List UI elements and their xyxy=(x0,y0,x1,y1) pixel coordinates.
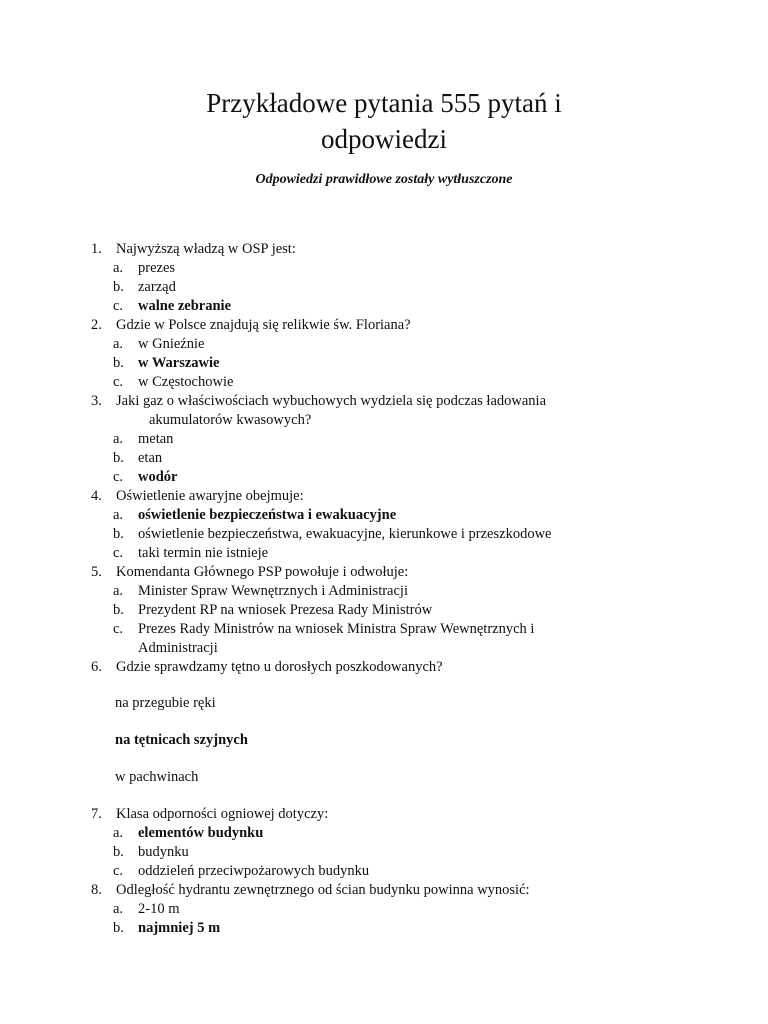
option-text: oddzieleń przeciwpożarowych budynku xyxy=(138,863,370,879)
question-3 xyxy=(0,392,768,430)
option-row-correct xyxy=(0,297,768,316)
option-letter: c. xyxy=(113,545,124,561)
title-line-1: Przykładowe pytania 555 pytań i xyxy=(206,88,562,118)
option-row xyxy=(0,449,768,468)
question-number: 3. xyxy=(91,393,102,409)
option-letter: a. xyxy=(113,336,124,352)
option-row xyxy=(0,620,768,658)
answer-paragraph: w pachwinach xyxy=(115,769,199,785)
option-letter: a. xyxy=(113,260,124,276)
option-text: w Częstochowie xyxy=(138,374,234,390)
question-4 xyxy=(0,487,768,506)
option-row xyxy=(0,544,768,563)
question-5 xyxy=(0,563,768,582)
option-text-correct: oświetlenie bezpieczeństwa i ewakuacyjne xyxy=(138,507,397,523)
question-text-continuation: akumulatorów kwasowych? xyxy=(149,412,312,428)
option-letter: c. xyxy=(113,863,124,879)
question-7 xyxy=(0,805,768,824)
option-text-correct: najmniej 5 m xyxy=(138,920,221,936)
option-letter: a. xyxy=(113,901,124,917)
option-row xyxy=(0,335,768,354)
question-text: Oświetlenie awaryjne obejmuje: xyxy=(116,488,304,504)
title-line-2: odpowiedzi xyxy=(321,124,447,154)
option-text: prezes xyxy=(138,260,176,276)
option-letter: c. xyxy=(113,374,124,390)
question-number: 4. xyxy=(91,488,102,504)
option-letter: a. xyxy=(113,507,124,523)
option-row xyxy=(0,582,768,601)
option-row xyxy=(0,430,768,449)
option-row-correct xyxy=(0,824,768,843)
question-text xyxy=(116,392,646,430)
option-letter: b. xyxy=(113,450,124,466)
question-text: Klasa odporności ogniowej dotyczy: xyxy=(116,806,329,822)
option-letter: b. xyxy=(113,844,124,860)
option-row xyxy=(0,601,768,620)
option-row-correct xyxy=(0,354,768,373)
question-number: 8. xyxy=(91,882,102,898)
option-row-correct xyxy=(0,468,768,487)
option-letter: c. xyxy=(113,469,124,485)
option-text: budynku xyxy=(138,844,189,860)
option-text-line: Prezes Rady Ministrów na wniosek Ministra Spraw Wewnętrznych i xyxy=(138,621,535,637)
option-row-correct xyxy=(0,506,768,525)
option-letter: a. xyxy=(113,431,124,447)
question-1 xyxy=(0,240,768,259)
answer-paragraph-correct: na tętnicach szyjnych xyxy=(115,732,248,748)
option-text: 2-10 m xyxy=(138,901,180,917)
option-letter: a. xyxy=(113,825,124,841)
option-text: zarząd xyxy=(138,279,176,295)
option-text: oświetlenie bezpieczeństwa, ewakuacyjne, kierunkowe i przeszkodowe xyxy=(138,526,552,542)
option-letter: c. xyxy=(113,298,124,314)
question-text: Gdzie w Polsce znajdują się relikwie św. Floriana? xyxy=(116,317,411,333)
question-text: Gdzie sprawdzamy tętno u dorosłych poszkodowanych? xyxy=(116,659,443,675)
option-text: Prezydent RP na wniosek Prezesa Rady Ministrów xyxy=(138,602,433,618)
option-letter: b. xyxy=(113,602,124,618)
question-text: Najwyższą władzą w OSP jest: xyxy=(116,241,296,257)
option-letter: b. xyxy=(113,526,124,542)
option-text-continuation: Administracji xyxy=(138,640,218,656)
option-row xyxy=(0,259,768,278)
question-number: 6. xyxy=(91,659,102,675)
option-letter: b. xyxy=(113,920,124,936)
option-row-correct xyxy=(0,919,768,938)
question-number: 2. xyxy=(91,317,102,333)
option-text: w Gnieźnie xyxy=(138,336,205,352)
option-row xyxy=(0,373,768,392)
option-text-correct: elementów budynku xyxy=(138,825,264,841)
option-row xyxy=(0,278,768,297)
option-row xyxy=(0,862,768,881)
question-number: 7. xyxy=(91,806,102,822)
option-text xyxy=(138,620,638,658)
question-text-line: Jaki gaz o właściwościach wybuchowych wydziela się podczas ładowania xyxy=(116,393,547,409)
option-text: etan xyxy=(138,450,163,466)
option-letter: c. xyxy=(113,621,124,637)
question-2 xyxy=(0,316,768,335)
option-text: Minister Spraw Wewnętrznych i Administracji xyxy=(138,583,408,599)
document-subtitle: Odpowiedzi prawidłowe zostały wytłuszczone xyxy=(255,172,513,187)
option-letter: a. xyxy=(113,583,124,599)
question-text: Komendanta Głównego PSP powołuje i odwołuje: xyxy=(116,564,409,580)
question-number: 1. xyxy=(91,241,102,257)
option-letter: b. xyxy=(113,279,124,295)
option-text-correct: wodór xyxy=(138,469,178,485)
option-letter: b. xyxy=(113,355,124,371)
option-text: taki termin nie istnieje xyxy=(138,545,269,561)
question-number: 5. xyxy=(91,564,102,580)
option-text-correct: walne zebranie xyxy=(138,298,232,314)
option-row xyxy=(0,900,768,919)
option-text-correct: w Warszawie xyxy=(138,355,220,371)
question-text: Odległość hydrantu zewnętrznego od ścian budynku powinna wynosić: xyxy=(116,882,530,898)
question-6 xyxy=(0,658,768,677)
option-row xyxy=(0,843,768,862)
answer-paragraph: na przegubie ręki xyxy=(115,695,216,711)
question-8 xyxy=(0,881,768,900)
option-row xyxy=(0,525,768,544)
question-list xyxy=(0,240,768,938)
document-title xyxy=(0,85,768,157)
option-text: metan xyxy=(138,431,174,447)
